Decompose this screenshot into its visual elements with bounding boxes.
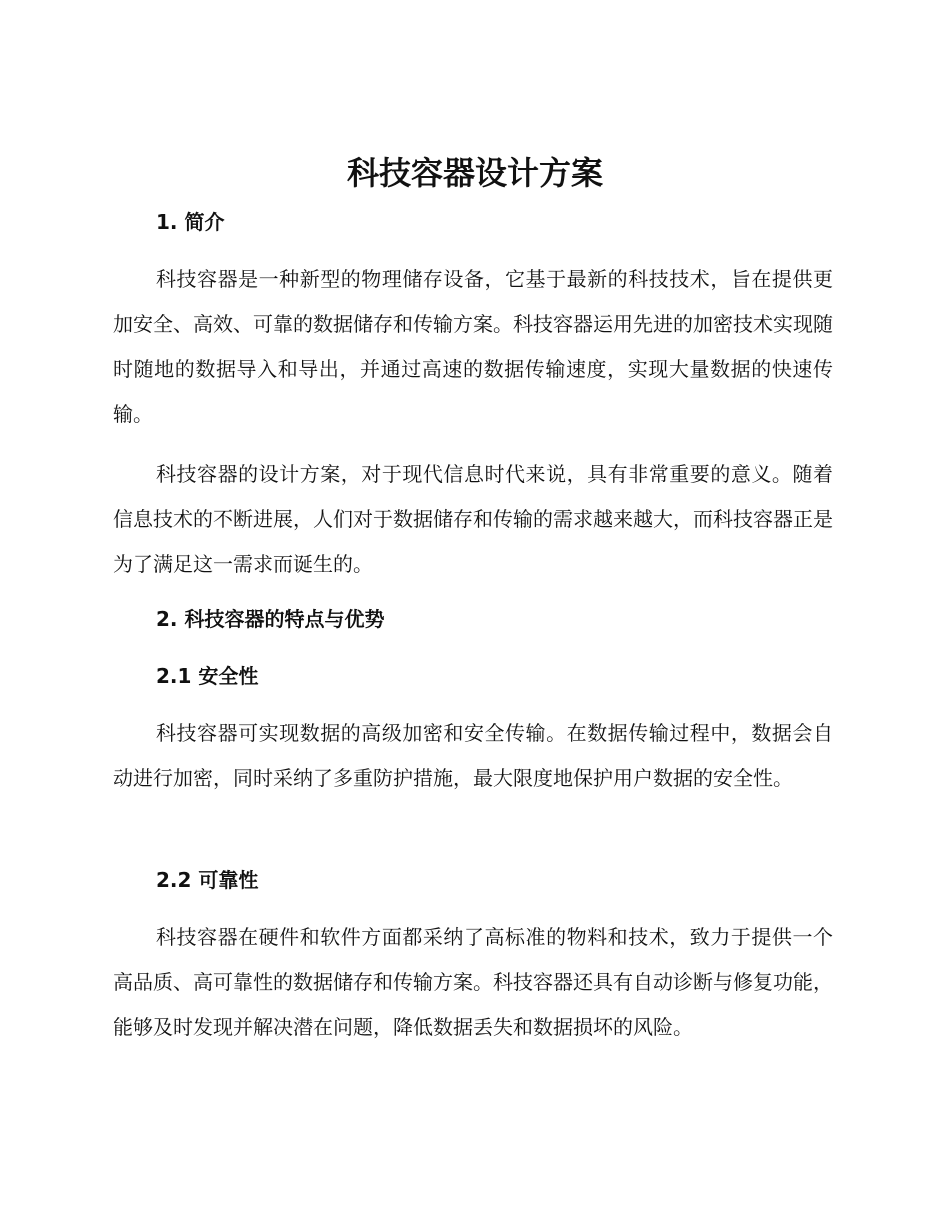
security-paragraph: 科技容器可实现数据的高级加密和安全传输。在数据传输过程中，数据会自动进行加密，同时采纳了多重防护措施，最大限度地保护用户数据的安全性。 — [113, 721, 833, 790]
section-heading-intro: 1. 简介 — [156, 210, 225, 234]
reliability-paragraph: 科技容器在硬件和软件方面都采纳了高标准的物料和技术，致力于提供一个高品质、高可靠性的数据储存和传输方案。科技容器还具有自动诊断与修复功能，能够及时发现并解决潜在问题，降低数据丢失和数据损坏的风险。 — [113, 925, 833, 1039]
section-heading-security: 2.1 安全性 — [156, 664, 259, 688]
section-heading-features: 2. 科技容器的特点与优势 — [156, 607, 385, 631]
intro-paragraph-1: 科技容器是一种新型的物理储存设备，它基于最新的科技技术，旨在提供更加安全、高效、可靠的数据储存和传输方案。科技容器运用先进的加密技术实现随时随地的数据导入和导出，并通过高速的数据传输速度，实现大量数据的快速传输。 — [113, 267, 833, 426]
document-title: 科技容器设计方案 — [346, 154, 603, 192]
intro-paragraph-2: 科技容器的设计方案，对于现代信息时代来说，具有非常重要的意义。随着信息技术的不断进展，人们对于数据储存和传输的需求越来越大，而科技容器正是为了满足这一需求而诞生的。 — [113, 462, 833, 576]
section-heading-reliability: 2.2 可靠性 — [156, 868, 259, 892]
